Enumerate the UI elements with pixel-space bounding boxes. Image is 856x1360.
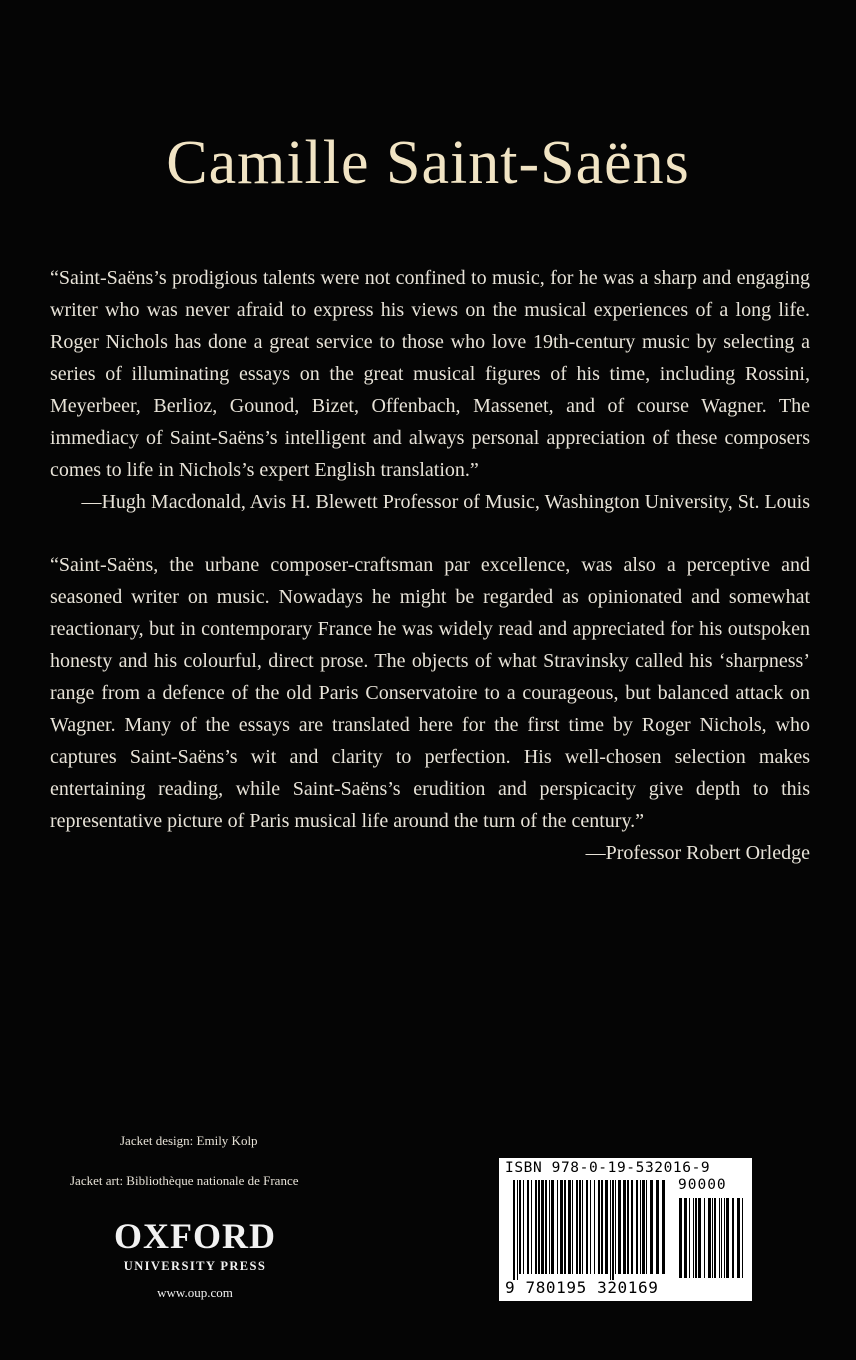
barcode-bar (541, 1180, 544, 1274)
barcode-bar (590, 1180, 591, 1274)
barcode-bar (708, 1198, 711, 1278)
barcode-bar (535, 1180, 537, 1274)
barcode-bar (650, 1180, 653, 1274)
barcode-bar (560, 1180, 563, 1274)
ean-bars (513, 1180, 665, 1280)
publisher-url: www.oup.com (157, 1285, 233, 1300)
barcode-bar (732, 1198, 734, 1278)
price-addon-number: 90000 (678, 1177, 727, 1193)
barcode-bar (724, 1198, 725, 1278)
barcode-bar (721, 1198, 722, 1278)
barcode-bar (642, 1180, 645, 1274)
barcode-bar (631, 1180, 633, 1274)
barcode-bar (662, 1180, 665, 1274)
isbn-number: ISBN 978-0-19-532016-9 (505, 1160, 711, 1176)
review-quote-2-text: “Saint-Saëns, the urbane composer-craftsman par excellence, was also a perceptive and seasoned writer on music. Nowadays he might be regarded as opinionated and somewhat reactionary, but in contemporary France he was widely read and appreciated for his outspoken honesty and his colourful, direct prose. The objects of what Stravinsky called his ‘sharpness’ range from a defence of the old Paris Conservatoire to a courageous, but balanced attack on Wagner. Many of the essays are translated here for the first time by Roger Nichols, who captures Saint-Saëns’s wit and clarity to perfection. His well-chosen selection makes entertaining reading, while Saint-Saëns’s erudition and perspicacity give depth to this representative picture of Paris musical life around the turn of the century.” (50, 554, 810, 832)
barcode-bar (605, 1180, 608, 1274)
barcode-bar (656, 1180, 659, 1274)
publisher-subtitle: UNIVERSITY PRESS (123, 1259, 267, 1273)
publisher-logo (100, 1216, 290, 1301)
barcode-bar (646, 1180, 647, 1274)
review-quote-2-attribution: —Professor Robert Orledge (585, 842, 810, 864)
review-quote-1 (50, 262, 810, 518)
barcode-bar (579, 1180, 581, 1274)
barcode-bar (523, 1180, 524, 1274)
barcode-bar (594, 1180, 595, 1274)
barcode-bar (704, 1198, 705, 1278)
barcode-bar (586, 1180, 588, 1274)
barcode-bar (531, 1180, 532, 1274)
barcode-bar (742, 1198, 743, 1278)
jacket-art-credit: Jacket art: Bibliothèque nationale de France (70, 1173, 299, 1188)
barcode-bar (623, 1180, 626, 1274)
jacket-design-credit: Jacket design: Emily Kolp (120, 1133, 258, 1148)
barcode-bar (714, 1198, 716, 1278)
barcode-bar (679, 1198, 682, 1278)
review-quote-2 (50, 549, 810, 869)
barcode-bar (527, 1180, 529, 1274)
review-quote-1-attribution: —Hugh Macdonald, Avis H. Blewett Professor of Music, Washington University, St. Louis (81, 491, 810, 513)
barcode-bar (615, 1180, 616, 1274)
barcode-bar (726, 1198, 729, 1278)
barcode-bar (719, 1198, 720, 1278)
barcode-bar (572, 1180, 573, 1274)
barcode-bar (601, 1180, 603, 1274)
barcode-bar (627, 1180, 629, 1274)
barcode-bar (618, 1180, 621, 1274)
barcode-guard-bar (517, 1180, 518, 1280)
barcode-guard-bar (612, 1180, 614, 1280)
barcode-bar (636, 1180, 638, 1274)
barcode-bar (695, 1198, 697, 1278)
barcode-guard-bar (610, 1180, 611, 1280)
barcode-bar (538, 1180, 540, 1274)
barcode-bar (545, 1180, 547, 1274)
publisher-name: OXFORD (114, 1216, 276, 1256)
book-title: Camille Saint-Saëns (166, 129, 690, 197)
barcode-label (499, 1158, 752, 1301)
barcode-bar (568, 1180, 571, 1274)
barcode-bar (576, 1180, 578, 1274)
addon-bars (679, 1198, 743, 1278)
barcode-guard-bar (513, 1180, 515, 1280)
barcode-bar (582, 1180, 583, 1274)
barcode-bar (737, 1198, 740, 1278)
review-quote-1-text: “Saint-Saëns’s prodigious talents were not confined to music, for he was a sharp and engaging writer who was never afraid to express his views on the musical experiences of a long life. Roger Nichols has done a great service to those who love 19th-century music by selecting a series of illuminating essays on the great musical figures of his time, including Rossini, Meyerbeer, Berlioz, Gounod, Bizet, Offenbach, Massenet, and of course Wagner. The immediacy of Saint-Saëns’s intelligent and always personal appreciation of these composers comes to life in Nichols’s expert English translation.” (50, 267, 810, 481)
barcode-bar (684, 1198, 687, 1278)
barcode-bar (557, 1180, 558, 1274)
barcode-bar (551, 1180, 554, 1274)
barcode-bar (564, 1180, 566, 1274)
barcode-bar (640, 1180, 641, 1274)
barcode-bar (598, 1180, 600, 1274)
barcode-bar (712, 1198, 713, 1278)
barcode-bar (698, 1198, 701, 1278)
barcode-bar (689, 1198, 690, 1278)
barcode-bar (549, 1180, 550, 1274)
ean-number: 9 780195 320169 (505, 1278, 659, 1297)
barcode-bar (519, 1180, 521, 1274)
barcode-bar (693, 1198, 694, 1278)
